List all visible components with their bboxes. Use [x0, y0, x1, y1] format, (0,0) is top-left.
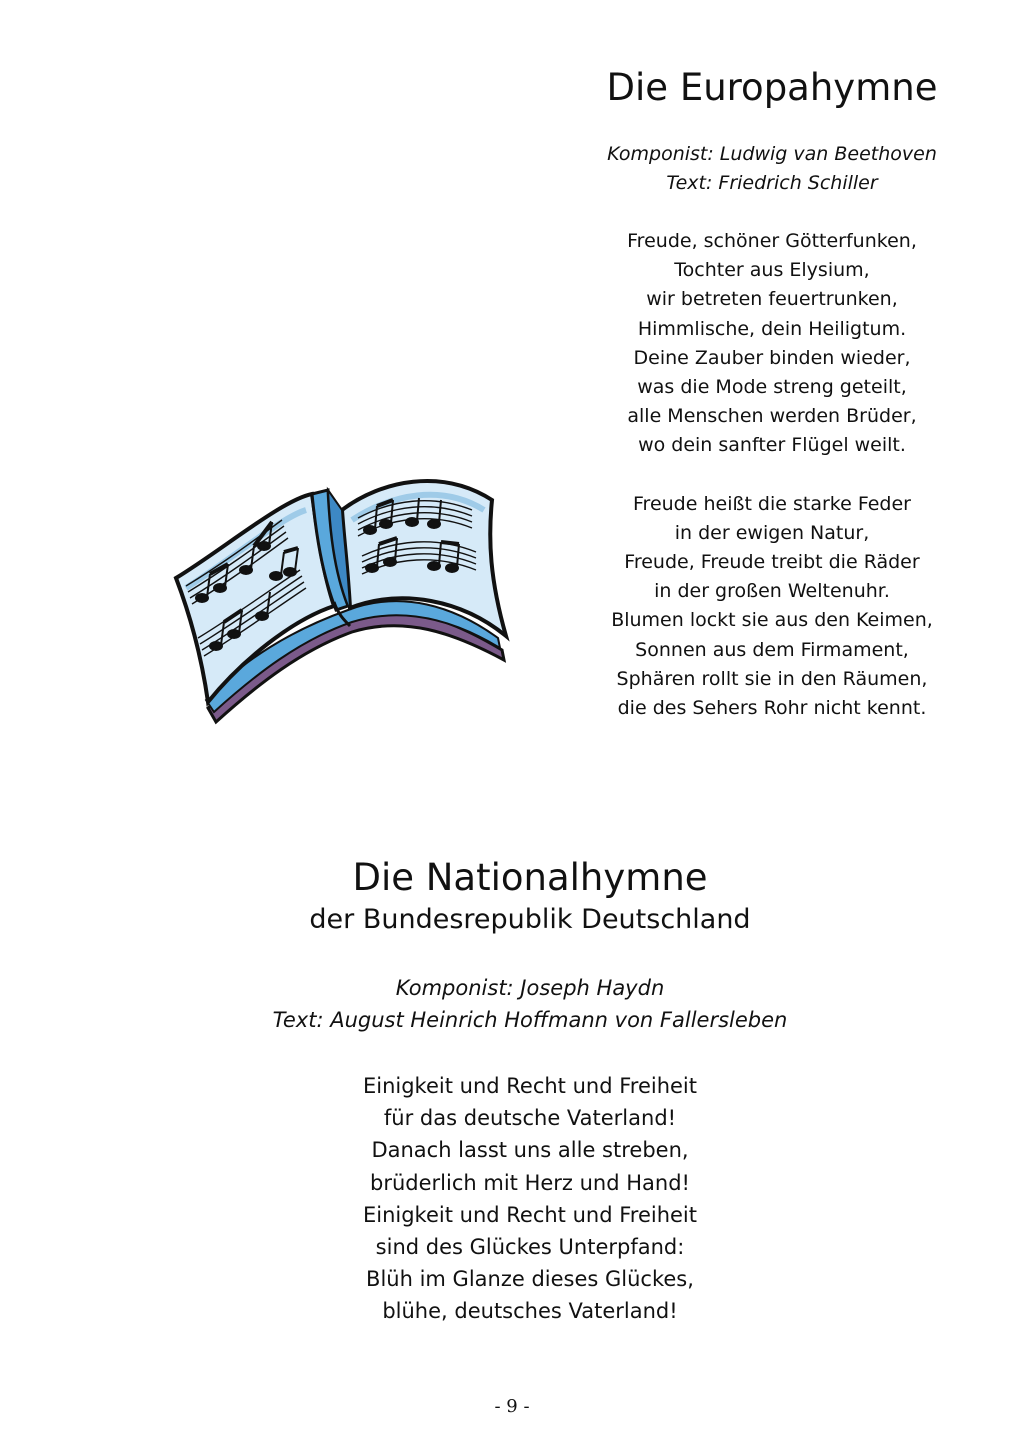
verse-line: Sonnen aus dem Firmament,	[635, 638, 909, 661]
europahymne-text-author: Text: Friedrich Schiller	[666, 172, 878, 194]
verse-line: Einigkeit und Recht und Freiheit	[362, 1074, 697, 1098]
verse-line: Deine Zauber binden wieder,	[633, 346, 911, 369]
europahymne-title: Die Europahymne	[606, 66, 938, 109]
verse-line: Blüh im Glanze dieses Glückes,	[366, 1267, 694, 1292]
verse-line: Sphären rollt sie in den Räumen,	[616, 667, 928, 690]
nationalhymne-composer: Komponist: Joseph Haydn	[395, 976, 665, 1000]
verse-line: sind des Glückes Unterpfand:	[375, 1235, 685, 1260]
europahymne-stanza-1	[572, 227, 972, 461]
verse-line: die des Sehers Rohr nicht kennt.	[617, 697, 927, 720]
verse-line: Blumen lockt sie aus den Keimen,	[611, 609, 933, 632]
verse-line: was die Mode streng geteilt,	[637, 376, 907, 399]
verse-line: für das deutsche Vaterland!	[383, 1106, 677, 1131]
page-number: - 9 -	[494, 1396, 530, 1417]
verse-line: brüderlich mit Herz und Hand!	[370, 1170, 690, 1195]
music-book-icon	[172, 470, 512, 730]
verse-line: Freude heißt die starke Feder	[633, 492, 911, 515]
nationalhymne-title: Die Nationalhymne	[352, 856, 708, 899]
verse-line: wo dein sanfter Flügel weilt.	[638, 434, 906, 457]
europahymne-composer: Komponist: Ludwig van Beethoven	[607, 143, 937, 165]
verse-line: blühe, deutsches Vaterland!	[382, 1299, 678, 1324]
nationalhymne-section	[200, 854, 860, 1328]
verse-line: Danach lasst uns alle streben,	[371, 1138, 689, 1163]
europahymne-stanza-2	[572, 490, 972, 724]
verse-line: Freude, schöner Götterfunken,	[627, 230, 917, 252]
nationalhymne-credits	[200, 972, 860, 1036]
europahymne-section	[572, 64, 972, 723]
verse-line: Tochter aus Elysium,	[674, 259, 870, 282]
nationalhymne-text-author: Text: August Heinrich Hoffmann von Fallersleben	[272, 1008, 788, 1032]
verse-line: Einigkeit und Recht und Freiheit	[362, 1202, 697, 1227]
nationalhymne-subtitle: der Bundesrepublik Deutschland	[309, 904, 751, 935]
nationalhymne-stanza	[200, 1070, 860, 1328]
verse-line: alle Menschen werden Brüder,	[627, 405, 917, 428]
verse-line: Freude, Freude treibt die Räder	[624, 551, 920, 574]
europahymne-credits	[572, 140, 972, 198]
verse-line: wir betreten feuertrunken,	[646, 288, 898, 311]
verse-line: in der ewigen Natur,	[674, 521, 870, 544]
verse-line: in der großen Weltenuhr.	[654, 580, 890, 603]
music-book-illustration	[172, 470, 512, 730]
verse-line: Himmlische, dein Heiligtum.	[637, 317, 907, 340]
